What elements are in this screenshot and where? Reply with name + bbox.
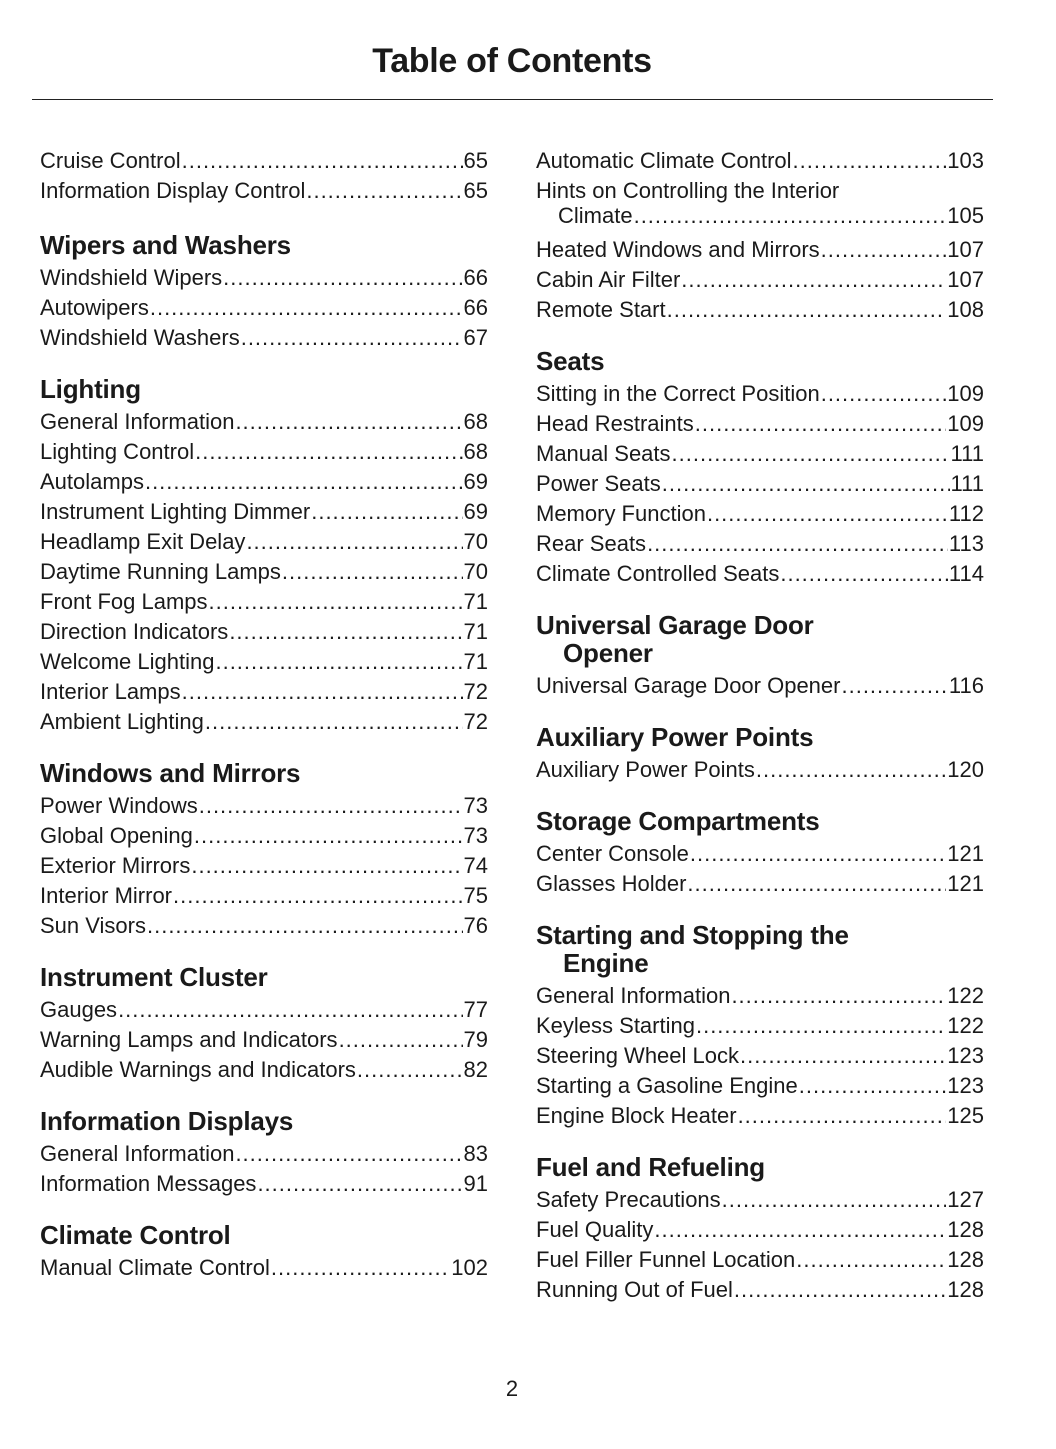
section-heading: Windows and Mirrors <box>40 758 301 788</box>
toc-entry[interactable]: Cabin Air Filter ..... 107 <box>536 265 984 295</box>
section-instrument-cluster <box>40 963 488 1085</box>
section-intro-right <box>536 146 984 325</box>
toc-entry[interactable]: Daytime Running Lamps ..... 70 <box>40 557 488 587</box>
toc-entry[interactable]: Gauges ..... 77 <box>40 995 488 1025</box>
toc-entry[interactable]: Running Out of Fuel ..... 128 <box>536 1275 984 1305</box>
toc-entry[interactable]: Steering Wheel Lock ..... 123 <box>536 1041 984 1071</box>
toc-entry[interactable]: Glasses Holder ..... 121 <box>536 869 984 899</box>
toc-entry[interactable]: Manual Seats ..... 111 <box>536 439 984 469</box>
toc-entry[interactable]: Autolamps ..... 69 <box>40 467 488 497</box>
toc-entry[interactable]: Windshield Wipers ..... 66 <box>40 263 488 293</box>
section-heading: Starting and Stopping the Engine <box>536 920 849 978</box>
toc-entry[interactable]: Interior Lamps ..... 72 <box>40 677 488 707</box>
toc-left-column <box>40 146 488 1305</box>
section-climate-control <box>40 1221 488 1283</box>
section-windows-mirrors <box>40 759 488 941</box>
toc-entry[interactable]: Keyless Starting ..... 122 <box>536 1011 984 1041</box>
toc-entry[interactable]: Front Fog Lamps ..... 71 <box>40 587 488 617</box>
toc-entry-cruise-control[interactable]: Cruise Control ..... 65 <box>40 146 488 176</box>
toc-entry[interactable]: Starting a Gasoline Engine ..... 123 <box>536 1071 984 1101</box>
section-heading: Climate Control <box>40 1220 231 1250</box>
toc-entry[interactable]: Engine Block Heater ..... 125 <box>536 1101 984 1131</box>
toc-entry[interactable]: Universal Garage Door Opener ..... 116 <box>536 671 984 701</box>
toc-entry[interactable]: General Information ..... 83 <box>40 1139 488 1169</box>
section-power-points <box>536 723 984 785</box>
toc-entry[interactable]: Global Opening ..... 73 <box>40 821 488 851</box>
toc-entry[interactable]: Sitting in the Correct Position ..... 109 <box>536 379 984 409</box>
section-heading: Seats <box>536 346 605 376</box>
section-starting-stopping <box>536 921 984 1131</box>
toc-entry[interactable]: Auxiliary Power Points ..... 120 <box>536 755 984 785</box>
section-garage-door <box>536 611 984 701</box>
toc-entry[interactable]: Headlamp Exit Delay ..... 70 <box>40 527 488 557</box>
toc-entry[interactable]: Rear Seats ..... 113 <box>536 529 984 559</box>
section-fuel <box>536 1153 984 1305</box>
toc-entry[interactable]: Direction Indicators ..... 71 <box>40 617 488 647</box>
toc-entry-hints-interior-climate[interactable]: Hints on Controlling the Interior Climate ..... 105 <box>536 176 984 227</box>
section-seats <box>536 347 984 589</box>
section-storage <box>536 807 984 899</box>
toc-entry[interactable]: Warning Lamps and Indicators ..... 79 <box>40 1025 488 1055</box>
toc-entry[interactable]: Power Windows ..... 73 <box>40 791 488 821</box>
toc-entry[interactable]: Safety Precautions ..... 127 <box>536 1185 984 1215</box>
section-heading: Lighting <box>40 374 141 404</box>
toc-entry[interactable]: Sun Visors ..... 76 <box>40 911 488 941</box>
toc-entry[interactable]: Exterior Mirrors ..... 74 <box>40 851 488 881</box>
toc-entry-automatic-climate-control[interactable]: Automatic Climate Control ..... 103 <box>536 146 984 176</box>
section-heading: Information Displays <box>40 1106 294 1136</box>
section-heading: Universal Garage Door Opener <box>536 610 814 668</box>
toc-entry[interactable]: Lighting Control ..... 68 <box>40 437 488 467</box>
toc-entry[interactable]: Manual Climate Control ..... 102 <box>40 1253 488 1283</box>
toc-entry[interactable]: Head Restraints ..... 109 <box>536 409 984 439</box>
section-heading: Auxiliary Power Points <box>536 722 814 752</box>
toc-entry[interactable]: Welcome Lighting ..... 71 <box>40 647 488 677</box>
toc-right-column <box>536 146 984 1327</box>
toc-entry[interactable]: Windshield Washers ..... 67 <box>40 323 488 353</box>
page-number: 2 <box>505 1376 519 1401</box>
toc-entry[interactable]: Interior Mirror ..... 75 <box>40 881 488 911</box>
toc-entry[interactable]: Climate Controlled Seats ..... 114 <box>536 559 984 589</box>
toc-entry[interactable]: Autowipers ..... 66 <box>40 293 488 323</box>
section-lighting <box>40 375 488 737</box>
toc-entry-information-display-control[interactable]: Information Display Control ..... 65 <box>40 176 488 206</box>
toc-entry[interactable]: Audible Warnings and Indicators ..... 82 <box>40 1055 488 1085</box>
section-heading: Wipers and Washers <box>40 230 291 260</box>
toc-entry[interactable]: Ambient Lighting ..... 72 <box>40 707 488 737</box>
toc-entry[interactable]: Power Seats ..... 111 <box>536 469 984 499</box>
toc-entry[interactable]: Fuel Filler Funnel Location ..... 128 <box>536 1245 984 1275</box>
section-heading: Fuel and Refueling <box>536 1152 765 1182</box>
section-wipers <box>40 231 488 353</box>
section-intro-left <box>40 146 488 206</box>
toc-entry[interactable]: General Information ..... 68 <box>40 407 488 437</box>
section-information-displays <box>40 1107 488 1199</box>
toc-entry[interactable]: Fuel Quality ..... 128 <box>536 1215 984 1245</box>
section-heading: Storage Compartments <box>536 806 820 836</box>
toc-entry[interactable]: General Information ..... 122 <box>536 981 984 1011</box>
section-heading: Instrument Cluster <box>40 962 268 992</box>
toc-entry[interactable]: Heated Windows and Mirrors ..... 107 <box>536 235 984 265</box>
page-title: Table of Contents <box>372 42 652 80</box>
toc-entry[interactable]: Instrument Lighting Dimmer ..... 69 <box>40 497 488 527</box>
toc-entry[interactable]: Information Messages ..... 91 <box>40 1169 488 1199</box>
toc-entry[interactable]: Center Console ..... 121 <box>536 839 984 869</box>
toc-entry[interactable]: Remote Start ..... 108 <box>536 295 984 325</box>
title-divider <box>32 99 993 100</box>
toc-entry[interactable]: Memory Function ..... 112 <box>536 499 984 529</box>
